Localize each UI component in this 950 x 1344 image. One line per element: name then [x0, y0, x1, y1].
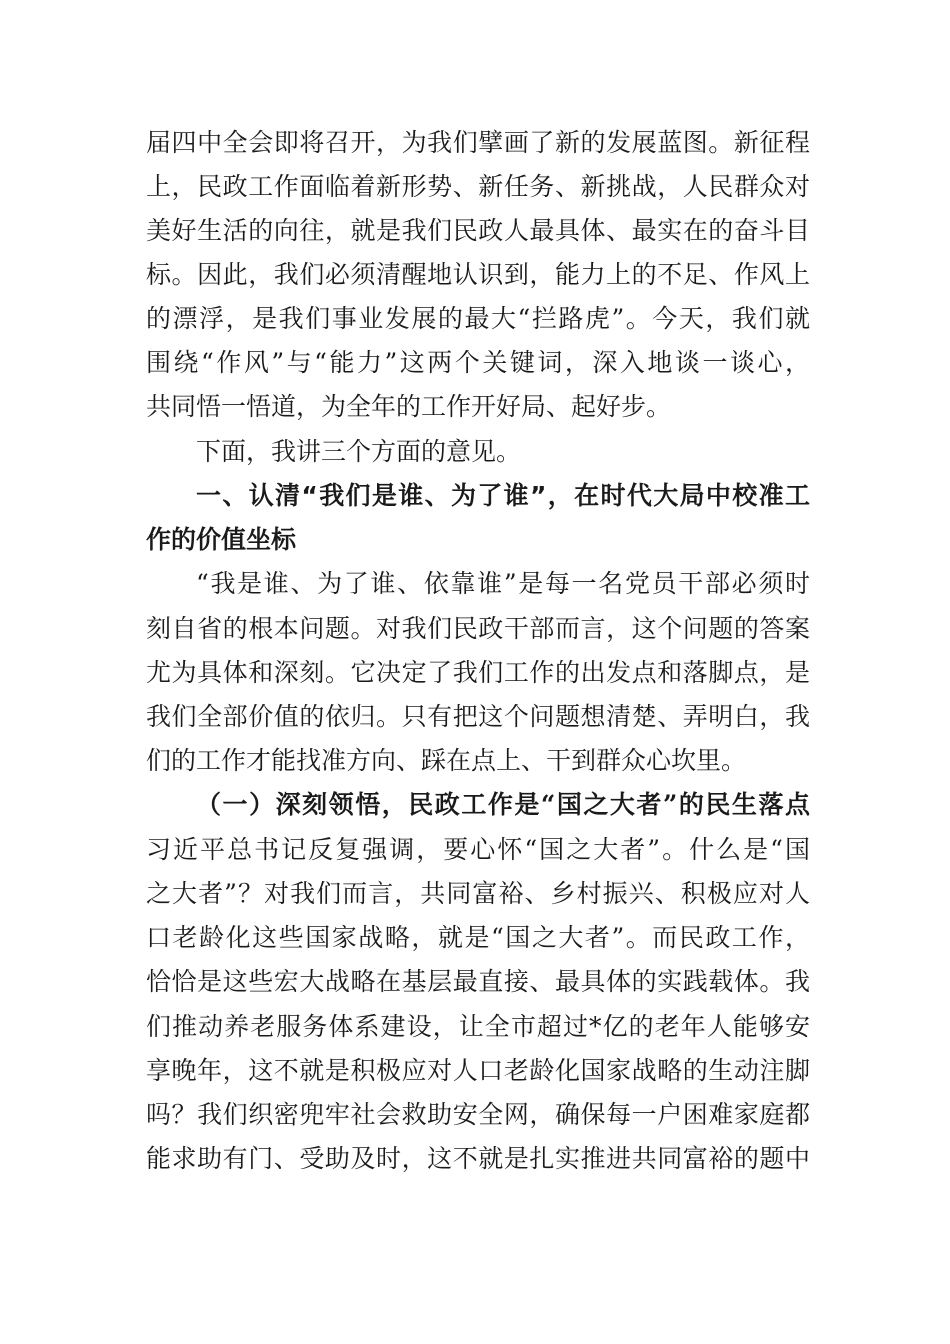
text-line-7: 共同悟一悟道，为全年的工作开好局、起好步。 — [146, 392, 672, 421]
text-line-20: 恰恰是这些宏大战略在基层最直接、最具体的实践载体。我 — [146, 967, 810, 996]
text-line-17: 习近平总书记反复强调，要心怀“国之大者”。什么是“国 — [146, 835, 810, 864]
text-line-24: 能求助有门、受助及时，这不就是扎实推进共同富裕的题中 — [146, 1144, 810, 1173]
text-line-2: 上，民政工作面临着新形势、新任务、新挑战，人民群众对 — [146, 172, 810, 201]
text-line-1: 届四中全会即将召开，为我们擘画了新的发展蓝图。新征程 — [146, 128, 810, 157]
text-line-11: “我是谁、为了谁、依靠谁”是每一名党员干部必须时 — [196, 569, 810, 598]
text-line-22: 享晚年，这不就是积极应对人口老龄化国家战略的生动注脚 — [146, 1056, 810, 1085]
text-line-12: 刻自省的根本问题。对我们民政干部而言，这个问题的答案 — [146, 614, 810, 643]
text-line-19: 口老龄化这些国家战略，就是“国之大者”。而民政工作， — [146, 923, 810, 952]
section-heading-line-2: 作的价值坐标 — [146, 525, 297, 554]
text-line-8: 下面，我讲三个方面的意见。 — [196, 437, 522, 466]
text-line-23: 吗？我们织密兜牢社会救助安全网，确保每一户困难家庭都 — [146, 1100, 810, 1129]
text-line-13: 尤为具体和深刻。它决定了我们工作的出发点和落脚点，是 — [146, 658, 810, 687]
text-line-3: 美好生活的向往，就是我们民政人最具体、最实在的奋斗目 — [146, 216, 810, 245]
text-line-21: 们推动养老服务体系建设，让全市超过*亿的老年人能够安 — [146, 1012, 810, 1041]
text-line-4: 标。因此，我们必须清醒地认识到，能力上的不足、作风上 — [146, 260, 810, 289]
section-heading-line-1: 一、认清“我们是谁、为了谁”，在时代大局中校准工 — [196, 481, 810, 510]
text-line-18: 之大者”？对我们而言，共同富裕、乡村振兴、积极应对人 — [146, 879, 810, 908]
text-line-5: 的漂浮，是我们事业发展的最大“拦路虎”。今天，我们就 — [146, 304, 810, 333]
subsection-heading: （一）深刻领悟，民政工作是“国之大者”的民生落点 — [196, 790, 810, 819]
text-line-14: 我们全部价值的依归。只有把这个问题想清楚、弄明白，我 — [146, 702, 810, 731]
text-line-6: 围绕“作风”与“能力”这两个关键词，深入地谈一谈心， — [146, 348, 810, 377]
text-line-15: 们的工作才能找准方向、踩在点上、干到群众心坎里。 — [146, 746, 747, 775]
